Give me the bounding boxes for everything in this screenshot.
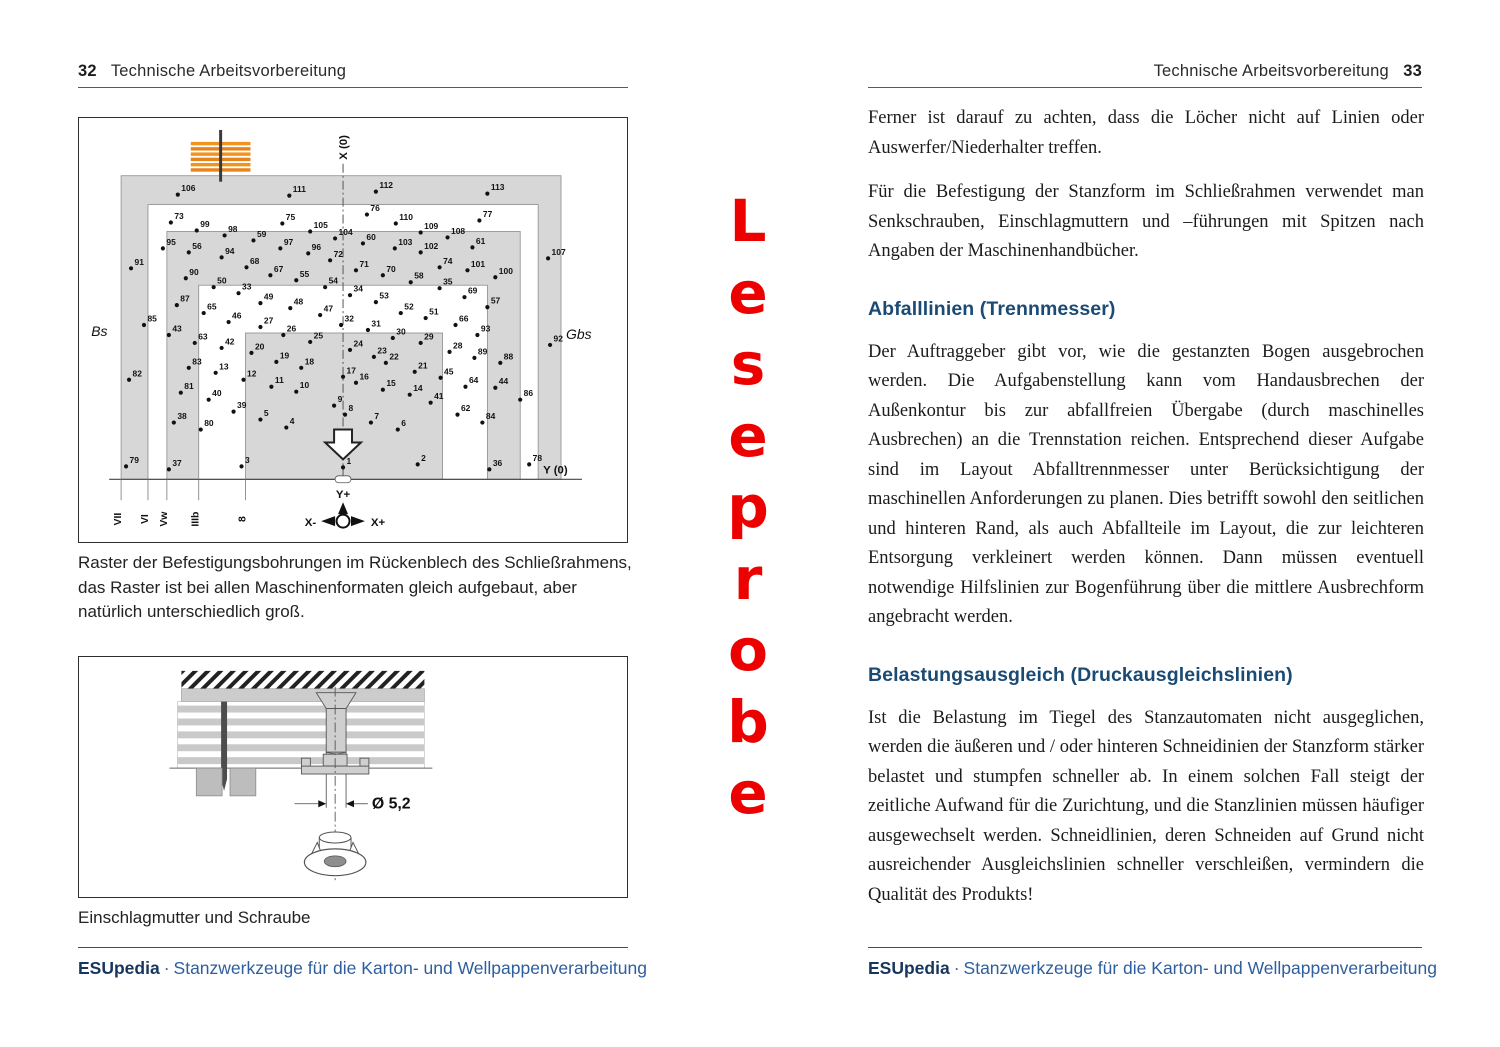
drill-hole-number: 92	[553, 333, 563, 344]
dim-arrow-left-icon	[318, 800, 326, 807]
drill-hole	[124, 464, 128, 468]
drill-hole-number: 2	[421, 452, 426, 463]
drill-hole-number: 83	[192, 356, 202, 367]
right-footer-subtitle: Stanzwerkzeuge für die Karton- und Wellpappenverarbeitung	[963, 958, 1437, 978]
format-label-vii: VII	[113, 512, 125, 526]
drill-hole	[287, 194, 291, 198]
drill-hole-number: 91	[134, 256, 144, 267]
drill-hole-number: 60	[366, 231, 376, 242]
drill-hole-number: 7	[374, 411, 380, 422]
drill-hole	[220, 255, 224, 259]
drill-hole	[409, 280, 413, 284]
drill-hole-number: 81	[184, 381, 194, 392]
drill-hole-number: 26	[286, 323, 297, 334]
drill-hole	[294, 278, 298, 282]
drill-hole-number: 66	[459, 313, 469, 324]
drill-hole	[399, 311, 403, 315]
x-zero-label: X (0)	[338, 135, 351, 160]
drill-hole	[251, 238, 255, 242]
drill-hole-number: 53	[379, 290, 389, 301]
drill-hole-number: 52	[404, 301, 414, 312]
plywood-board	[170, 702, 433, 768]
section-body-abfalllinien: Der Auftraggeber gibt vor, wie die gestanzten Bogen ausgebrochen werden. Die Aufgabenstellung kann vom Handausbrechen der Außenkontur bis zur abfallfreien Übergabe (durch maschinelles Ausbrechen) an die Trennstation reichen. Entsprechend dieser Aufgabe sind im Layout Abfalltrennmesser unter Berücksichtigung der maschinellen Anforderungen zu planen. Dies betrifft sowohl den seitlichen und hinteren Rand, als auch Abfallteile im Layout, die zur leichteren Entsorgung verkleinert werden können. Dann müssen eventuell notwendige Hilfslinien zur Bogenführung über die mittlere Ausbrechform angebracht werden.	[868, 341, 1424, 627]
drill-hole	[348, 293, 352, 297]
drill-hole	[498, 361, 502, 365]
drill-hole-number: 68	[249, 255, 260, 266]
drill-hole-number: 105	[313, 219, 328, 230]
drill-hole	[462, 295, 466, 299]
drill-hole-number: 55	[299, 268, 310, 279]
drill-hole-number: 71	[359, 258, 369, 269]
drill-hole-number: 33	[242, 281, 252, 292]
drill-hole	[231, 410, 235, 414]
watermark-letter: e	[728, 258, 768, 327]
right-page-number: 33	[1403, 62, 1422, 80]
drill-hole	[323, 285, 327, 289]
drill-hole-number: 88	[503, 351, 514, 362]
footer-separator: ·	[163, 958, 170, 978]
drill-hole	[394, 221, 398, 225]
drill-hole-number: 102	[424, 240, 439, 251]
drill-hole	[341, 375, 345, 379]
drill-hole	[269, 385, 273, 389]
drill-hole-number: 75	[285, 212, 296, 223]
drill-hole	[226, 320, 230, 324]
drill-hole	[328, 258, 332, 262]
drill-hole-number: 49	[263, 291, 274, 302]
drill-hole-number: 74	[443, 255, 453, 266]
drill-hole	[236, 291, 240, 295]
drill-hole-number: 73	[174, 211, 184, 222]
left-page-header-title: Technische Arbeitsvorbereitung	[110, 62, 347, 80]
watermark-letter: r	[733, 544, 763, 613]
drill-hole	[438, 265, 442, 269]
drill-hole	[294, 390, 298, 394]
drill-hole-number: 69	[467, 285, 478, 296]
drill-hole	[220, 346, 224, 350]
format-labels	[113, 511, 248, 527]
drill-hole-number: 107	[551, 246, 566, 257]
drill-hole	[419, 230, 423, 234]
drill-hole-number: 96	[311, 241, 322, 252]
drill-hole-number: 28	[453, 340, 463, 351]
drill-hole-number: 109	[424, 220, 439, 231]
drill-hole-number: 65	[207, 301, 217, 312]
right-footer-brand: ESUpedia	[868, 958, 950, 978]
drill-hole	[281, 333, 285, 337]
drill-hole	[527, 462, 531, 466]
drill-hole	[419, 341, 423, 345]
drill-hole	[258, 325, 262, 329]
watermark-letter: p	[727, 473, 769, 541]
drill-hole	[339, 323, 343, 327]
register-block-icon	[191, 130, 251, 182]
drill-hole-number: 25	[313, 330, 324, 341]
drill-hole-number: 85	[147, 313, 157, 324]
drill-hole	[332, 404, 336, 408]
counter-block-right	[230, 768, 256, 796]
drill-hole	[493, 275, 497, 279]
drill-hole	[487, 467, 491, 471]
drill-hole	[184, 276, 188, 280]
steel-plate	[181, 689, 424, 702]
drill-hole	[465, 268, 469, 272]
drill-hole-number: 8	[348, 403, 354, 414]
drill-hole	[167, 467, 171, 471]
drill-hole-number: 17	[346, 365, 356, 376]
drill-hole	[172, 420, 176, 424]
format-ticks	[121, 479, 245, 500]
watermark-letter: o	[728, 616, 768, 684]
drill-hole	[207, 398, 211, 402]
drill-hole-number: 104	[338, 226, 353, 237]
baseline-marker	[335, 476, 351, 483]
drill-hole	[318, 313, 322, 317]
drill-hole	[341, 465, 345, 469]
drill-hole-number: 100	[498, 265, 513, 276]
drill-hole-number: 95	[166, 236, 176, 247]
drill-hole-number: 30	[396, 326, 406, 337]
drill-hole-number: 48	[293, 296, 304, 307]
figure-nut	[78, 656, 628, 898]
right-footer-rule	[868, 947, 1422, 948]
raster-diagram	[79, 118, 627, 542]
drill-hole-number: 20	[254, 341, 265, 352]
drill-hole	[366, 328, 370, 332]
drill-hole	[393, 246, 397, 250]
drill-hole-number: 22	[389, 351, 399, 362]
drill-hole-number: 45	[444, 366, 454, 377]
drill-hole-number: 38	[177, 411, 187, 422]
drill-hole	[455, 413, 459, 417]
drill-hole	[187, 250, 191, 254]
drill-hole	[472, 356, 476, 360]
drill-hole-number: 36	[492, 457, 503, 468]
drill-hole	[381, 273, 385, 277]
y-zero-label: Y (0)	[543, 464, 568, 477]
drill-hole-number: 42	[225, 336, 235, 347]
drill-hole	[212, 285, 216, 289]
drill-hole-number: 57	[490, 295, 501, 306]
x-plus-label: X+	[370, 517, 386, 530]
drill-hole	[438, 376, 442, 380]
drill-hole	[258, 417, 262, 421]
drill-hole-number: 87	[180, 293, 190, 304]
intro-paragraph-1: Ferner ist darauf zu achten, dass die Löcher nicht auf Linien oder Auswerfer/Niederhalter treffen.	[868, 108, 1424, 158]
drill-hole	[274, 360, 278, 364]
drill-hole	[199, 427, 203, 431]
drill-hole	[546, 256, 550, 260]
drill-hole-number: 14	[413, 383, 423, 394]
drill-hole-number: 113	[490, 182, 505, 193]
drill-hole-number: 16	[359, 371, 369, 382]
drill-hole-number: 47	[323, 303, 334, 314]
drill-hole	[241, 378, 245, 382]
drill-hole	[179, 391, 183, 395]
drill-hole-number: 78	[532, 452, 543, 463]
drill-hole-number: 93	[480, 323, 491, 334]
drill-hole-number: 41	[434, 391, 444, 402]
drill-hole-number: 110	[399, 212, 413, 223]
drill-hole	[308, 340, 312, 344]
drill-hole-number: 1	[346, 455, 352, 466]
drill-hole	[176, 193, 180, 197]
drill-hole	[419, 250, 423, 254]
drill-hole	[416, 462, 420, 466]
drill-hole	[161, 246, 165, 250]
drill-hole	[463, 385, 467, 389]
counter-block-left	[196, 768, 222, 796]
drill-hole	[374, 300, 378, 304]
drill-hole	[365, 212, 369, 216]
drill-hole-number: 79	[129, 454, 139, 465]
drill-hole	[413, 370, 417, 374]
drill-hole-number: 106	[181, 183, 196, 194]
drill-hole-number: 35	[443, 276, 453, 287]
left-page-header	[78, 62, 346, 81]
drill-hole	[202, 311, 206, 315]
drill-hole	[438, 286, 442, 290]
drill-hole	[268, 273, 272, 277]
drill-hole-number: 4	[289, 416, 295, 427]
drill-hole	[239, 464, 243, 468]
footer-separator: ·	[953, 958, 960, 978]
drill-hole	[348, 348, 352, 352]
drill-hole-number: 84	[485, 411, 496, 422]
drill-hole-number: 86	[523, 388, 534, 399]
drill-hole	[343, 413, 347, 417]
drill-hole	[187, 366, 191, 370]
left-footer-brand: ESUpedia	[78, 958, 160, 978]
drill-hole	[518, 398, 522, 402]
format-label-vi: VI	[139, 514, 151, 525]
drill-hole-number: 94	[225, 245, 235, 256]
drill-hole-number: 59	[256, 228, 267, 239]
drill-hole	[429, 401, 433, 405]
right-page-header	[868, 62, 1422, 81]
drill-hole	[372, 355, 376, 359]
watermark-letter: e	[728, 401, 768, 470]
drill-hole-number: 5	[263, 408, 269, 419]
drill-hole-number: 67	[273, 263, 284, 274]
format-label-8: 8	[237, 516, 249, 523]
drill-hole-number: 9	[337, 394, 343, 405]
drill-hole-number: 24	[353, 338, 363, 349]
drill-hole-number: 101	[470, 258, 486, 269]
drill-hole-number: 40	[212, 388, 222, 399]
drill-hole	[244, 265, 248, 269]
drill-hole-number: 63	[198, 331, 208, 342]
right-text-column	[868, 104, 1424, 925]
drill-hole-number: 11	[274, 375, 284, 386]
drill-hole	[445, 235, 449, 239]
drill-hole-number: 10	[299, 380, 310, 391]
drill-hole-number: 13	[219, 361, 229, 372]
watermark-letter: e	[728, 759, 768, 827]
drill-hole-number: 76	[370, 203, 380, 214]
drill-hole-number: 99	[200, 218, 210, 229]
drill-hole-number: 89	[477, 346, 488, 357]
drill-hole-number: 32	[344, 313, 354, 324]
leseprobe-watermark	[702, 186, 794, 830]
watermark-letter: b	[727, 687, 769, 756]
drill-hole-number: 51	[429, 306, 439, 317]
drill-hole	[193, 341, 197, 345]
drill-hole	[384, 361, 388, 365]
drill-hole-number: 72	[333, 248, 343, 259]
drill-hole-number: 46	[232, 310, 242, 321]
dim-arrow-right-icon	[346, 800, 354, 807]
drill-hole-number: 23	[377, 345, 387, 356]
drill-hole	[424, 316, 428, 320]
drill-hole-number: 56	[192, 240, 202, 251]
drill-hole-number: 43	[172, 323, 182, 334]
format-label-vw: Vw	[158, 511, 170, 527]
drill-hole	[470, 245, 474, 249]
drill-hole	[142, 323, 146, 327]
drill-hole	[374, 190, 378, 194]
nut-diagram	[79, 657, 627, 897]
hatch-plate	[181, 671, 424, 689]
drill-hole	[354, 381, 358, 385]
drill-hole-number: 50	[217, 275, 227, 286]
drill-hole-number: 112	[379, 180, 394, 191]
y-plus-label: Y+	[335, 489, 351, 502]
section-heading-abfalllinien: Abfalllinien (Trennmesser)	[868, 297, 1116, 320]
drill-hole	[249, 351, 253, 355]
drill-hole	[396, 427, 400, 431]
drill-hole-number: 6	[401, 418, 406, 429]
drill-hole	[477, 218, 481, 222]
drill-hole	[284, 425, 288, 429]
drill-hole	[127, 378, 131, 382]
drill-hole-number: 64	[468, 375, 479, 386]
drill-hole	[280, 221, 284, 225]
drill-hole-number: 27	[263, 315, 274, 326]
drill-hole	[278, 246, 282, 250]
drill-hole-number: 103	[398, 236, 413, 247]
drill-hole	[408, 393, 412, 397]
drill-hole-number: 62	[460, 403, 471, 414]
drill-hole	[381, 388, 385, 392]
drill-hole	[214, 371, 218, 375]
drill-hole	[548, 343, 552, 347]
drill-hole	[361, 241, 365, 245]
left-footer-rule	[78, 947, 628, 948]
drill-hole-number: 70	[386, 263, 396, 274]
drill-hole-number: 21	[418, 360, 428, 371]
drill-hole-number: 3	[245, 454, 250, 465]
left-header-rule	[78, 87, 628, 88]
drill-hole-number: 111	[292, 184, 306, 195]
drill-hole	[480, 420, 484, 424]
drill-hole	[223, 233, 227, 237]
drill-hole-number: 58	[414, 270, 424, 281]
left-footer-subtitle: Stanzwerkzeuge für die Karton- und Wellpappenverarbeitung	[173, 958, 647, 978]
right-page-header-title: Technische Arbeitsvorbereitung	[1153, 62, 1389, 80]
drill-hole-number: 80	[204, 418, 214, 429]
figure-raster	[78, 117, 628, 543]
drill-hole	[485, 305, 489, 309]
gbs-label: Gbs	[565, 325, 592, 342]
drill-hole-number: 18	[304, 356, 315, 367]
drill-hole	[447, 350, 451, 354]
drill-hole-number: 54	[328, 275, 339, 286]
left-page-number: 32	[78, 62, 97, 80]
insert-nut-3d	[304, 832, 365, 876]
drill-hole-number: 97	[283, 236, 294, 247]
drill-hole-number: 12	[247, 368, 257, 379]
drill-hole-number: 108	[451, 225, 466, 236]
watermark-letter: s	[730, 330, 766, 398]
drill-hole	[333, 236, 337, 240]
origin-axes-icon	[305, 489, 386, 529]
drill-hole	[195, 228, 199, 232]
drill-hole-number: 77	[482, 209, 493, 220]
drill-hole	[485, 192, 489, 196]
drill-hole	[308, 229, 312, 233]
drill-hole-number: 90	[189, 266, 199, 277]
figure-nut-caption: Einschlagmutter und Schraube	[78, 908, 311, 927]
drill-hole	[175, 303, 179, 307]
drill-hole	[258, 301, 262, 305]
drill-hole	[475, 333, 479, 337]
drill-hole	[391, 336, 395, 340]
drill-hole-number: 29	[424, 331, 434, 342]
section-heading-belastungsausgleich: Belastungsausgleich (Druckausgleichslinien)	[868, 663, 1293, 686]
drill-hole-number: 98	[228, 223, 238, 234]
intro-paragraph-2: Für die Befestigung der Stanzform im Schließrahmen verwendet man Senkschrauben, Einschlagmuttern und –führungen mit Spitzen nach Angaben der Maschinenhandbücher.	[868, 182, 1424, 261]
right-header-rule	[868, 87, 1422, 88]
drill-hole	[288, 306, 292, 310]
drill-hole	[493, 386, 497, 390]
drill-hole-number: 44	[498, 376, 509, 387]
drill-hole-number: 82	[132, 368, 142, 379]
drill-hole-number: 37	[172, 457, 182, 468]
dimension-lines	[294, 774, 367, 808]
drill-hole	[299, 366, 303, 370]
drill-hole	[129, 266, 133, 270]
x-minus-label: X-	[304, 517, 317, 530]
drill-hole	[167, 333, 171, 337]
bs-label: Bs	[91, 322, 108, 339]
drill-hole-number: 19	[279, 350, 290, 361]
format-label-iiib: IIIb	[190, 511, 202, 527]
watermark-letter: L	[729, 187, 767, 255]
drill-hole	[453, 323, 457, 327]
drill-hole-number: 34	[353, 283, 363, 294]
drill-hole-number: 61	[475, 235, 486, 246]
section-body-belastungsausgleich: Ist die Belastung im Tiegel des Stanzautomaten nicht ausgeglichen, werden die äußeren und / oder hinteren Schneidinien der Stanzform stärker belastet und stumpfen schneller ab. In einem solchen Fall steigt der zeitliche Aufwand für die Zurichtung, und die Stanzlinien müssen häufiger ausgewechselt werden. Schneidlinien, deren Schneiden auf Grund nicht ausreichender Ausgleichslinien schneller verschleißen, vermindern die Qualität des Produkts!	[868, 707, 1424, 905]
drill-hole-number: 15	[386, 378, 396, 389]
dimension-label: Ø 5,2	[371, 795, 411, 813]
figure-raster-caption: Raster der Befestigungsbohrungen im Rückenblech des Schließrahmens, das Raster ist bei allen Maschinenformaten gleich aufgebaut, aber natürlich unterschiedlich groß.	[78, 553, 632, 621]
drill-hole	[354, 268, 358, 272]
drill-hole	[306, 251, 310, 255]
right-footer	[868, 958, 1437, 979]
drill-hole	[369, 420, 373, 424]
left-footer	[78, 958, 647, 979]
drill-hole	[169, 220, 173, 224]
drill-hole-number: 31	[371, 318, 381, 329]
drill-hole-number: 39	[237, 400, 247, 411]
